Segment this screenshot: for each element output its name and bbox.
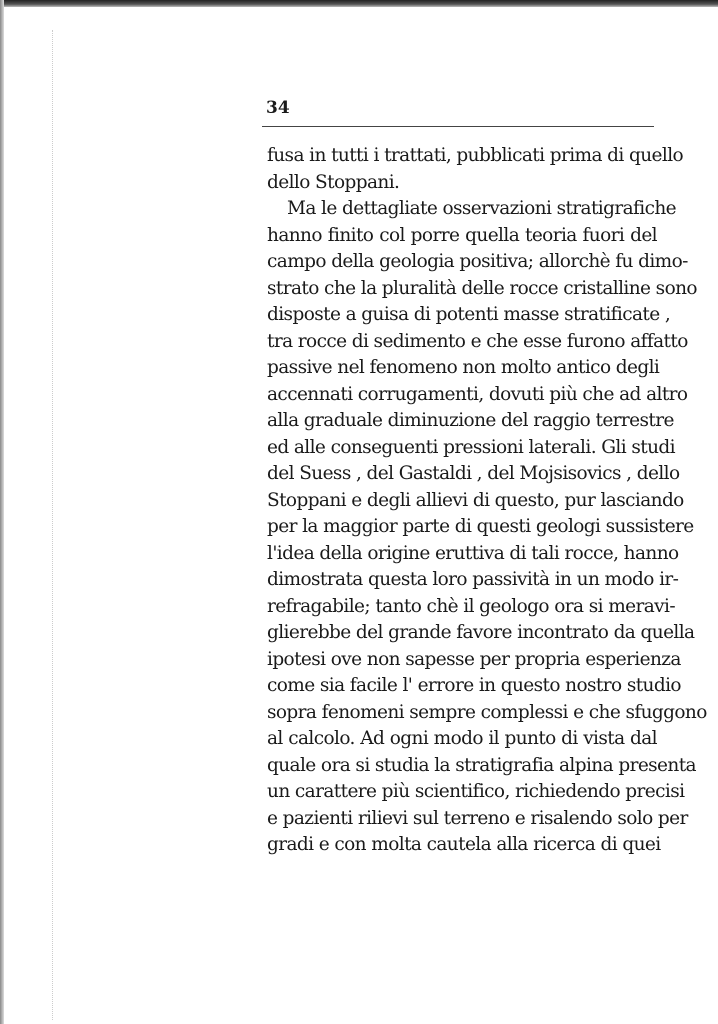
text-line: glierebbe del grande favore incontrato da quella (267, 622, 695, 643)
text-line: Ma le dettagliate osservazioni stratigrafiche (287, 198, 677, 219)
text-line: e pazienti rilievi sul terreno e risalendo solo per (267, 807, 688, 829)
body-text (267, 143, 707, 859)
text-line: come sia facile l' errore in questo nostro studio (267, 675, 681, 696)
text-line: fusa in tutti i trattati, pubblicati prima di quello (267, 145, 684, 166)
text-line: del Suess , del Gastaldi , del Mojsisovics , dello (267, 463, 680, 484)
text-line: refragabile; tanto chè il geologo ora si meravi- (267, 595, 675, 617)
text-line: alla graduale diminuzione del raggio terrestre (267, 410, 674, 431)
text-line: accennati corrugamenti, dovuti più che ad altro (267, 383, 688, 405)
text-line: disposte a guisa di potenti masse stratificate , (267, 304, 671, 325)
text-line: per la maggior parte di questi geologi sussistere (267, 516, 694, 537)
text-line: quale ora si studia la stratigrafia alpina presenta (267, 754, 696, 776)
scan-binding-marks (52, 30, 54, 1020)
page-number: 34 (266, 98, 290, 118)
text-line: passive nel fenomeno non molto antico degli (267, 357, 660, 378)
text-line: ed alle conseguenti pressioni laterali. Gli studi (267, 436, 675, 458)
text-line: tra rocce di sedimento e che esse furono affatto (267, 330, 688, 352)
scan-top-edge (0, 0, 718, 7)
text-line: dimostrata questa loro passività in un modo ir- (267, 569, 679, 590)
header-rule (262, 126, 654, 127)
text-line: Stoppani e degli allievi di questo, pur lasciando (267, 489, 684, 511)
text-line: al calcolo. Ad ogni modo il punto di vista dal (267, 728, 657, 749)
text-line: sopra fenomeni sempre complessi e che sfuggono (267, 701, 707, 723)
scan-left-edge (0, 0, 4, 1024)
text-line: hanno finito col porre quella teoria fuori del (267, 224, 657, 246)
text-line: l'idea della origine eruttiva di tali rocce, hanno (267, 542, 679, 564)
text-line: ipotesi ove non sapesse per propria esperienza (267, 648, 681, 670)
text-line: campo della geologia positiva; allorchè fu dimo- (267, 251, 688, 272)
text-line: un carattere più scientifico, richiedendo precisi (267, 781, 685, 802)
text-line: dello Stoppani. (267, 171, 400, 193)
text-line: gradi e con molta cautela alla ricerca di quei (267, 834, 661, 855)
text-line: strato che la pluralità delle rocce cristalline sono (267, 277, 697, 299)
